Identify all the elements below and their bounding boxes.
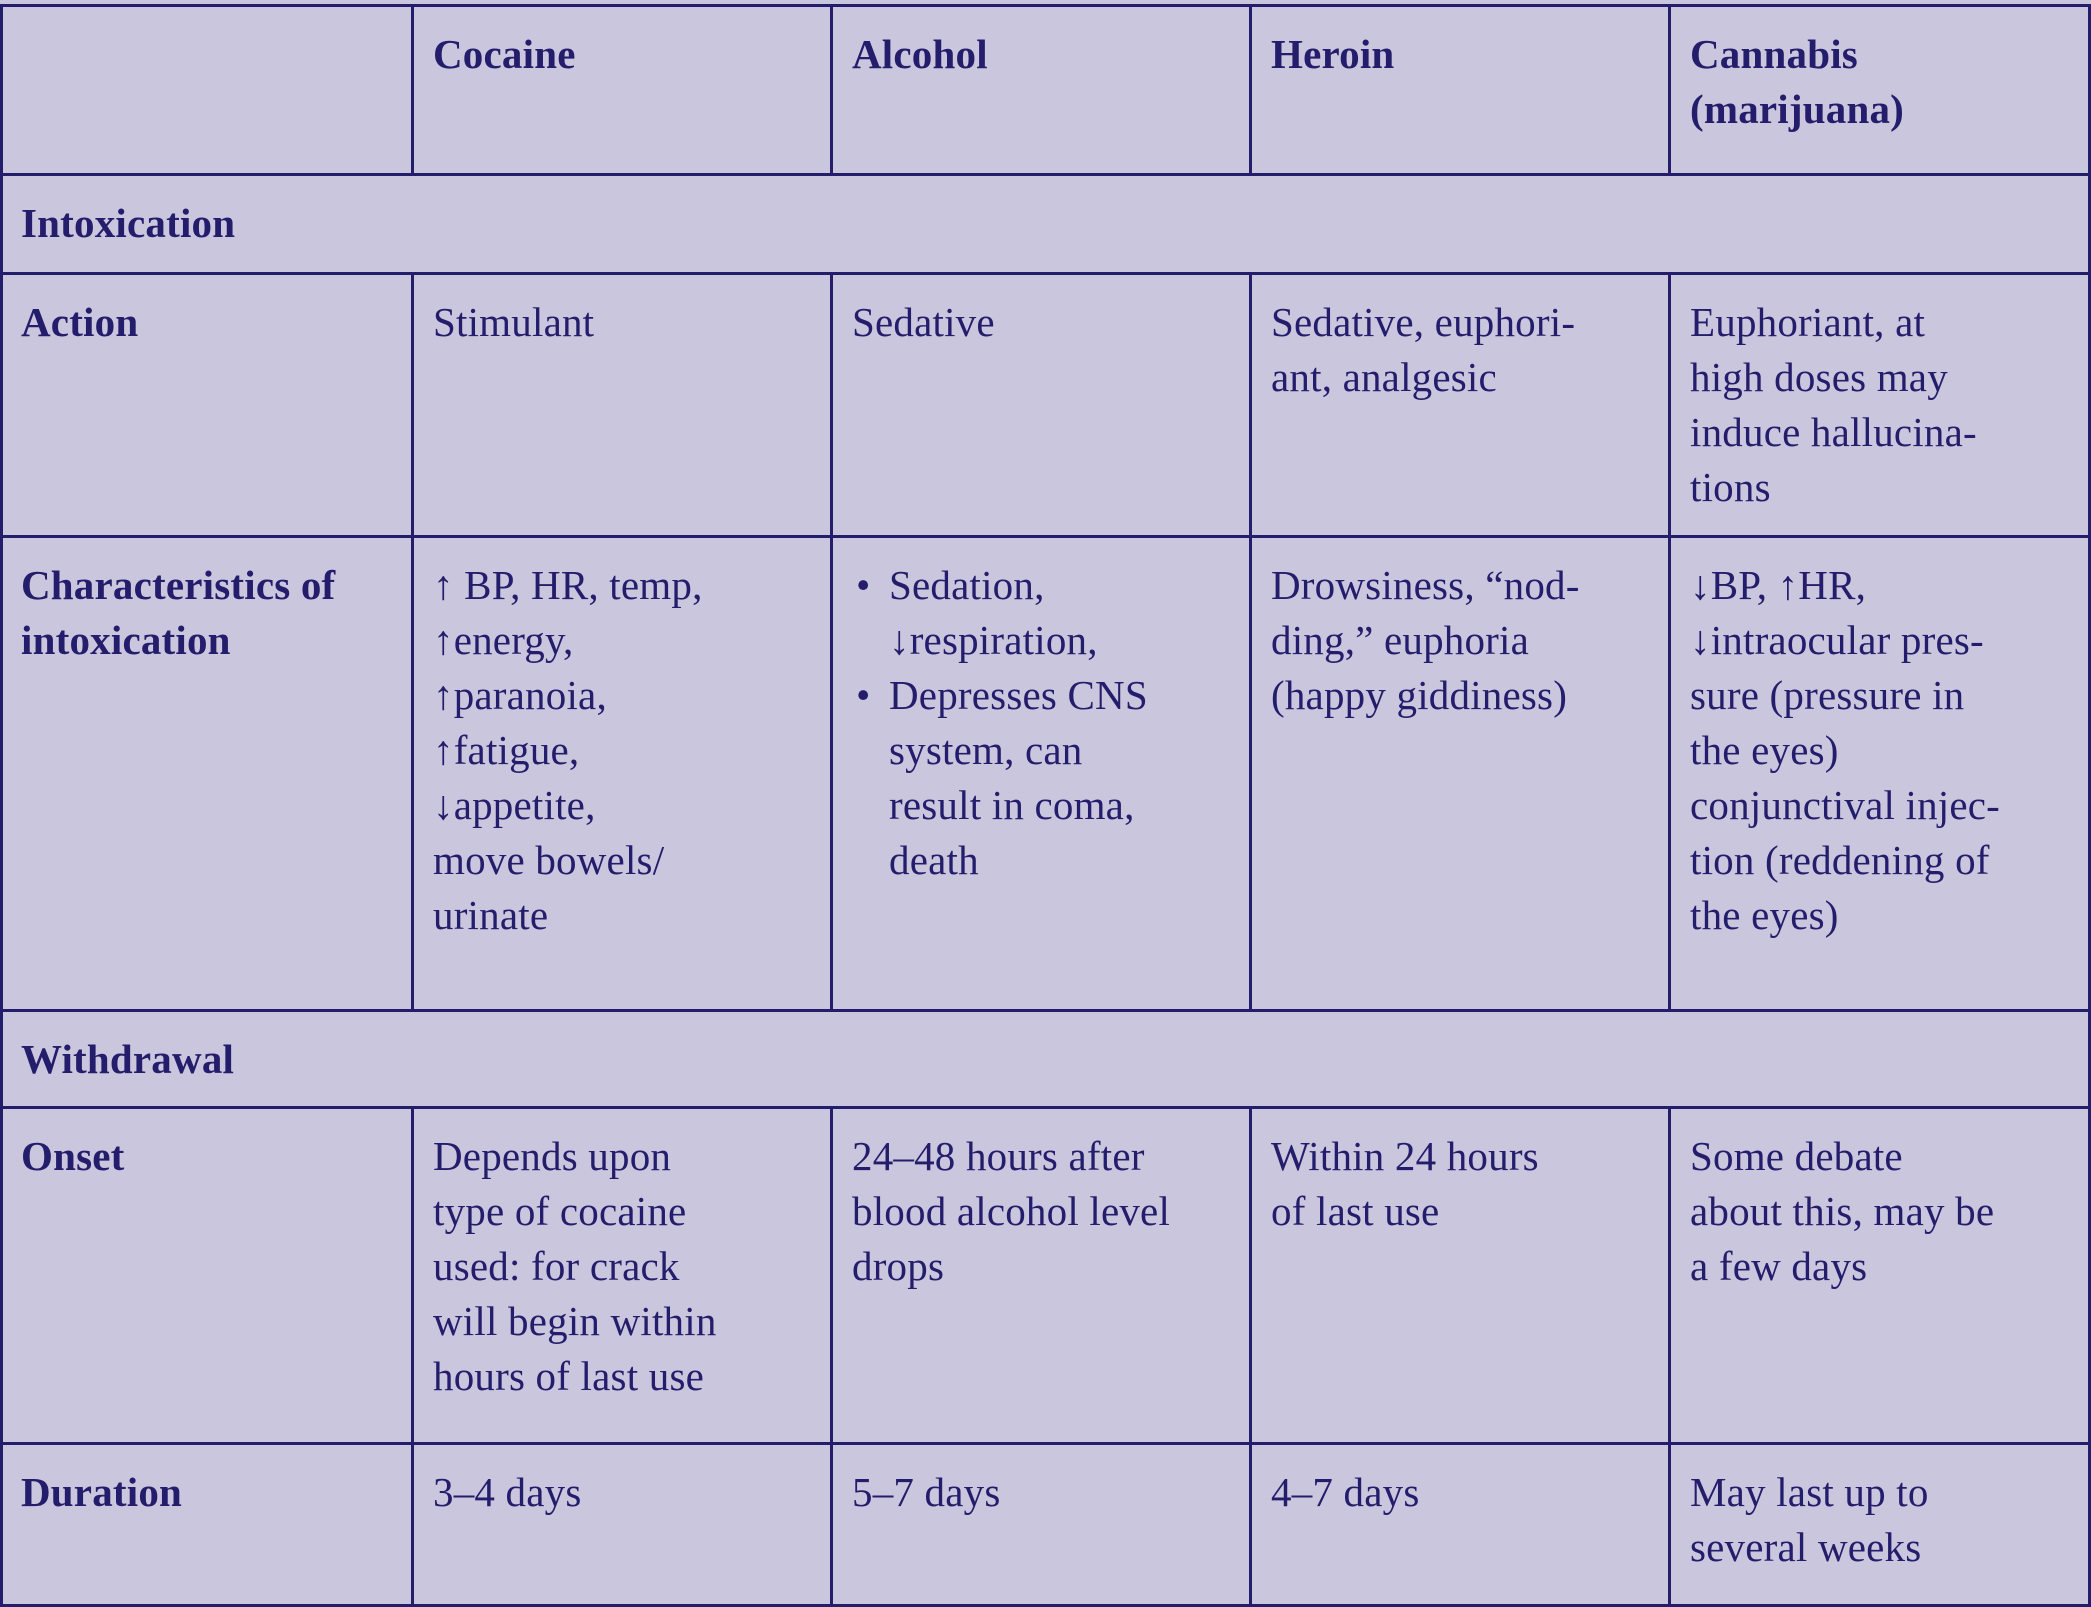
text-line: ↑fatigue, (433, 727, 580, 773)
cell-onset-alcohol (832, 1108, 1251, 1444)
text-line: ↓appetite, (433, 782, 596, 828)
section-title-intoxication: Intoxication (2, 175, 2090, 274)
text-line: the eyes) (1690, 892, 1839, 938)
cell-onset-cannabis (1670, 1108, 2090, 1444)
cell-action-cocaine: Stimulant (413, 274, 832, 537)
cell-action-alcohol: Sedative (832, 274, 1251, 537)
row-label-characteristics (2, 537, 413, 1011)
text-line: ↓BP, ↑HR, (1690, 562, 1867, 608)
text-line: ↑paranoia, (433, 672, 607, 718)
text-line: Drowsiness, “nod- (1271, 562, 1580, 608)
text-line: result in coma, (889, 782, 1135, 828)
header-cannabis (1670, 6, 2090, 175)
text-line: ding,” euphoria (1271, 617, 1530, 663)
text-line: the eyes) (1690, 727, 1839, 773)
text-line: drops (852, 1243, 945, 1289)
section-row-withdrawal (2, 1011, 2090, 1108)
cell-action-heroin (1251, 274, 1670, 537)
text-line: Characteristics of (21, 562, 336, 608)
text-line: ant, analgesic (1271, 354, 1497, 400)
text-line: Some debate (1690, 1133, 1903, 1179)
header-corner-cell (2, 6, 413, 175)
row-label-duration: Duration (2, 1444, 413, 1606)
text-line: ↑ BP, HR, temp, (433, 562, 703, 608)
header-heroin: Heroin (1251, 6, 1670, 175)
bullet-icon: • (856, 562, 871, 608)
row-label-action: Action (2, 274, 413, 537)
cell-characteristics-heroin (1251, 537, 1670, 1011)
text-line: of last use (1271, 1188, 1440, 1234)
table-row-duration (2, 1444, 2090, 1606)
text-line: system, can (889, 727, 1083, 773)
bullet-icon: • (856, 672, 871, 718)
cell-duration-heroin: 4–7 days (1251, 1444, 1670, 1606)
list-item (852, 558, 1231, 668)
text-line: (happy giddiness) (1271, 672, 1568, 718)
text-line: Euphoriant, at (1690, 299, 1926, 345)
text-line: ↓intraocular pres- (1690, 617, 1984, 663)
text-line: Depresses CNS (889, 672, 1148, 718)
table-row-onset (2, 1108, 2090, 1444)
cell-duration-cocaine: 3–4 days (413, 1444, 832, 1606)
text-line: ↑energy, (433, 617, 574, 663)
header-cocaine: Cocaine (413, 6, 832, 175)
text-line: move bowels/ (433, 837, 665, 883)
text-line: several weeks (1690, 1524, 1922, 1570)
table-row-characteristics (2, 537, 2090, 1011)
text-line: blood alcohol level (852, 1188, 1171, 1234)
bullet-list (852, 558, 1231, 888)
header-alcohol: Alcohol (832, 6, 1251, 175)
header-cannabis-line: Cannabis (1690, 31, 1858, 77)
cell-onset-heroin (1251, 1108, 1670, 1444)
cell-duration-alcohol: 5–7 days (832, 1444, 1251, 1606)
table-row-action (2, 274, 2090, 537)
text-line: Sedation, (889, 562, 1045, 608)
text-line: type of cocaine (433, 1188, 687, 1234)
text-line: urinate (433, 892, 549, 938)
text-line: high doses may (1690, 354, 1948, 400)
header-row (2, 6, 2090, 175)
cell-onset-cocaine (413, 1108, 832, 1444)
cell-characteristics-alcohol (832, 537, 1251, 1011)
text-line: hours of last use (433, 1353, 705, 1399)
text-line: will begin within (433, 1298, 717, 1344)
text-line: about this, may be (1690, 1188, 1995, 1234)
section-title-withdrawal: Withdrawal (2, 1011, 2090, 1108)
section-row-intoxication (2, 175, 2090, 274)
text-line: May last up to (1690, 1469, 1929, 1515)
list-item (852, 668, 1231, 888)
drug-comparison-table (0, 4, 2091, 1607)
text-line: Depends upon (433, 1133, 672, 1179)
cell-duration-cannabis (1670, 1444, 2090, 1606)
text-line: used: for crack (433, 1243, 680, 1289)
text-line: a few days (1690, 1243, 1868, 1289)
row-label-onset: Onset (2, 1108, 413, 1444)
header-cannabis-line: (marijuana) (1690, 86, 1905, 132)
cell-characteristics-cannabis (1670, 537, 2090, 1011)
text-line: 24–48 hours after (852, 1133, 1145, 1179)
text-line: ↓respiration, (889, 617, 1098, 663)
text-line: death (889, 837, 979, 883)
text-line: induce hallucina- (1690, 409, 1977, 455)
text-line: tion (reddening of (1690, 837, 1990, 883)
text-line: sure (pressure in (1690, 672, 1965, 718)
text-line: conjunctival injec- (1690, 782, 2001, 828)
text-line: Sedative, euphori- (1271, 299, 1576, 345)
text-line: Within 24 hours (1271, 1133, 1539, 1179)
cell-characteristics-cocaine (413, 537, 832, 1011)
text-line: tions (1690, 464, 1771, 510)
cell-action-cannabis (1670, 274, 2090, 537)
text-line: intoxication (21, 617, 231, 663)
